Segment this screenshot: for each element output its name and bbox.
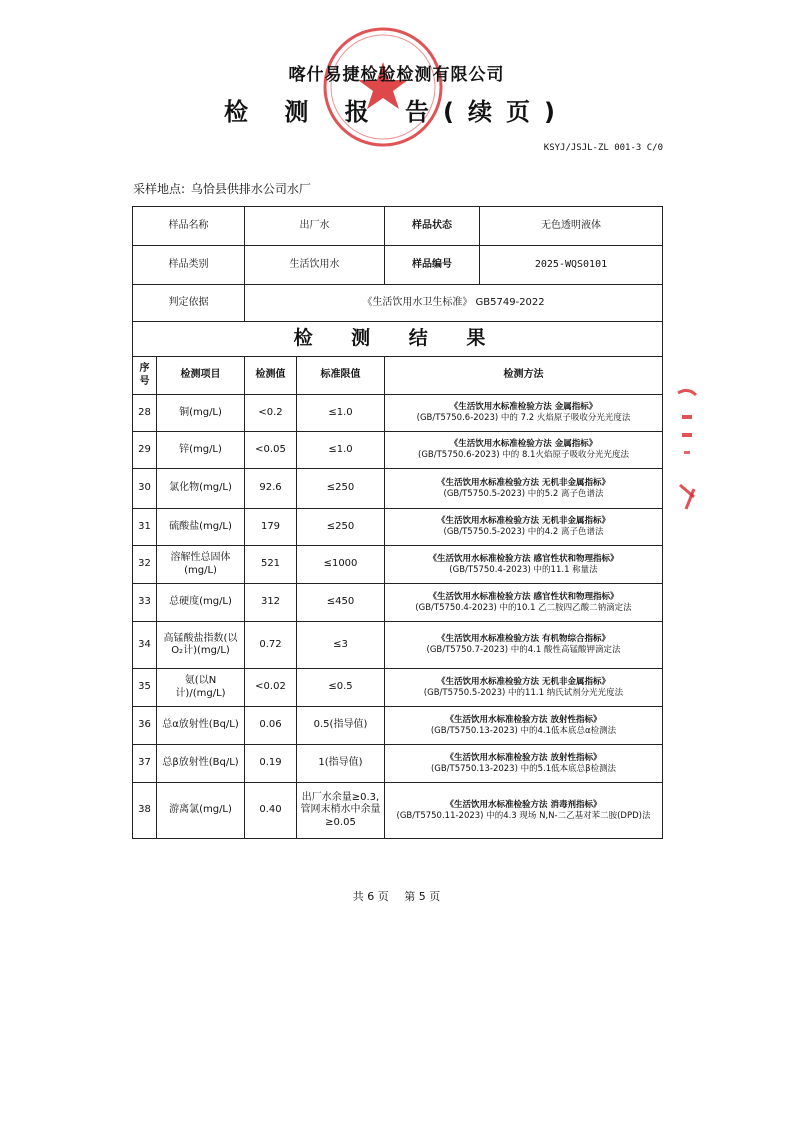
sampling-site-value: 乌恰县供排水公司水厂 [190,182,311,196]
value-cell: 312 [245,584,297,622]
seq-cell: 37 [133,745,157,783]
sample-number-value: 2025-WQS0101 [534,258,608,270]
value-cell: 179 [245,509,297,546]
method-cell [385,546,663,584]
value-cell: <0.2 [245,395,297,432]
method-detail: (GB/T5750.13-2023) 中的5.1低本底总β检测法 [430,763,617,774]
results-body [133,395,663,839]
page-footer [0,888,793,904]
result-row [133,783,663,839]
report-title: 检 测 报 告(续页) [223,98,569,126]
limit-cell: ≤0.5 [297,669,385,707]
sample-info-row [133,207,663,246]
basis-value: 《生活饮用水卫生标准》 GB5749-2022 [245,285,663,322]
sample-number-label: 样品编号 [385,246,480,284]
seq-cell: 29 [133,432,157,469]
sample-category-row [133,246,663,285]
method-title: 《生活饮用水标准检验方法 感官性状和物理指标》 [428,553,619,564]
sample-name-label: 样品名称 [133,207,245,246]
method-title: 《生活饮用水标准检验方法 金属指标》 [449,402,598,413]
method-detail: (GB/T5750.5-2023) 中的5.2 离子色谱法 [443,488,604,499]
method-cell [385,707,663,745]
method-title: 《生活饮用水标准检验方法 金属指标》 [449,439,598,450]
company-name: 喀什易捷检验检测有限公司 [288,65,505,85]
result-row [133,509,663,546]
value-cell: 0.40 [245,783,297,839]
method-detail: (GB/T5750.13-2023) 中的4.1低本底总α检测法 [430,725,617,736]
col-value: 检测值 [245,357,297,395]
limit-cell: 1(指导值) [297,745,385,783]
method-title: 《生活饮用水标准检验方法 放射性指标》 [445,752,602,763]
value-cell: 521 [245,546,297,584]
limit-cell: ≤250 [297,509,385,546]
sampling-site [133,180,313,197]
seq-cell: 33 [133,584,157,622]
item-cell: 氯化物(mg/L) [157,469,245,509]
method-cell [385,622,663,669]
item-cell: 总硬度(mg/L) [157,584,245,622]
limit-cell: ≤3 [297,622,385,669]
method-cell [385,783,663,839]
item-cell: 锌(mg/L) [157,432,245,469]
seq-cell: 30 [133,469,157,509]
company-seal-stamp [318,22,448,152]
item-cell: 总β放射性(Bq/L) [157,745,245,783]
value-cell: <0.02 [245,669,297,707]
value-cell: 0.72 [245,622,297,669]
method-detail: (GB/T5750.7-2023) 中的4.1 酸性高锰酸钾滴定法 [426,645,621,655]
method-title: 《生活饮用水标准检验方法 无机非金属指标》 [437,516,610,527]
sample-state-cell [385,207,663,246]
seq-cell: 36 [133,707,157,745]
sample-state-label: 样品状态 [385,207,480,245]
document-code: KSYJ/JSJL-ZL 001-3 C/0 [543,143,663,153]
limit-cell: 0.5(指导值) [297,707,385,745]
method-cell [385,745,663,783]
seq-cell: 28 [133,395,157,432]
sample-state-value: 无色透明液体 [541,219,601,231]
result-row [133,395,663,432]
sampling-site-label: 采样地点: [133,182,186,196]
value-cell: 0.06 [245,707,297,745]
result-row [133,622,663,669]
limit-cell: ≤250 [297,469,385,509]
limit-cell: 出厂水余量≥0.3,管网末梢水中余量≥0.05 [297,783,385,839]
value-cell: 92.6 [245,469,297,509]
method-detail: (GB/T5750.4-2023) 中的10.1 乙二胺四乙酸二钠滴定法 [415,602,632,613]
item-cell: 铜(mg/L) [157,395,245,432]
sample-state-subtable [385,207,662,245]
method-detail: (GB/T5750.11-2023) 中的4.3 现场 N,N-二乙基对苯二胺(DPD)法 [396,810,651,821]
result-row [133,707,663,745]
col-method: 检测方法 [385,357,663,395]
seq-cell: 38 [133,783,157,839]
current-page: 第 5 页 [404,890,441,903]
basis-row [133,285,663,322]
col-limit: 标准限值 [297,357,385,395]
item-cell: 硫酸盐(mg/L) [157,509,245,546]
result-row [133,584,663,622]
method-cell [385,669,663,707]
method-title: 《生活饮用水标准检验方法 无机非金属指标》 [437,477,610,488]
sample-number-cell [385,246,663,285]
method-title: 《生活饮用水标准检验方法 感官性状和物理指标》 [428,591,619,602]
method-cell [385,509,663,546]
results-table [132,206,663,839]
method-cell [385,395,663,432]
item-cell: 氨(以N计)/(mg/L) [157,669,245,707]
method-detail: (GB/T5750.5-2023) 中的11.1 纳氏试剂分光光度法 [423,687,624,698]
seq-cell: 31 [133,509,157,546]
method-cell [385,469,663,509]
method-detail: (GB/T5750.5-2023) 中的4.2 离子色谱法 [443,527,604,537]
sample-category-value: 生活饮用水 [245,246,385,285]
limit-cell: ≤1.0 [297,432,385,469]
result-row [133,669,663,707]
method-title: 《生活饮用水标准检验方法 消毒剂指标》 [445,799,602,810]
method-detail: (GB/T5750.6-2023) 中的 7.2 火焰原子吸收分光光度法 [416,413,631,423]
method-detail: (GB/T5750.4-2023) 中的11.1 称量法 [449,564,598,575]
results-title: 检 测 结 果 [133,322,663,357]
value-cell: 0.19 [245,745,297,783]
col-item: 检测项目 [157,357,245,395]
seq-cell: 34 [133,622,157,669]
basis-label: 判定依据 [133,285,245,322]
item-cell: 高锰酸盐指数(以O₂计)(mg/L) [157,622,245,669]
limit-cell: ≤1.0 [297,395,385,432]
result-row [133,745,663,783]
col-seq: 序号 [133,357,157,395]
method-cell [385,432,663,469]
sample-number-subtable [385,246,662,284]
seq-cell: 32 [133,546,157,584]
result-row [133,469,663,509]
method-cell [385,584,663,622]
item-cell: 游离氯(mg/L) [157,783,245,839]
sample-category-label: 样品类别 [133,246,245,285]
side-seal-fragment [676,385,698,515]
result-row [133,432,663,469]
total-pages: 共 6 页 [352,890,389,903]
column-header-row [133,357,663,395]
item-cell: 总α放射性(Bq/L) [157,707,245,745]
method-detail: (GB/T5750.6-2023) 中的 8.1火焰原子吸收分光光度法 [418,450,629,460]
item-cell: 溶解性总固体(mg/L) [157,546,245,584]
results-title-row [133,322,663,357]
method-title: 《生活饮用水标准检验方法 放射性指标》 [445,714,602,725]
limit-cell: ≤450 [297,584,385,622]
seq-cell: 35 [133,669,157,707]
method-title: 《生活饮用水标准检验方法 有机物综合指标》 [437,634,610,645]
value-cell: <0.05 [245,432,297,469]
sample-name-value: 出厂水 [245,207,385,246]
limit-cell: ≤1000 [297,546,385,584]
method-title: 《生活饮用水标准检验方法 无机非金属指标》 [437,676,610,687]
result-row [133,546,663,584]
